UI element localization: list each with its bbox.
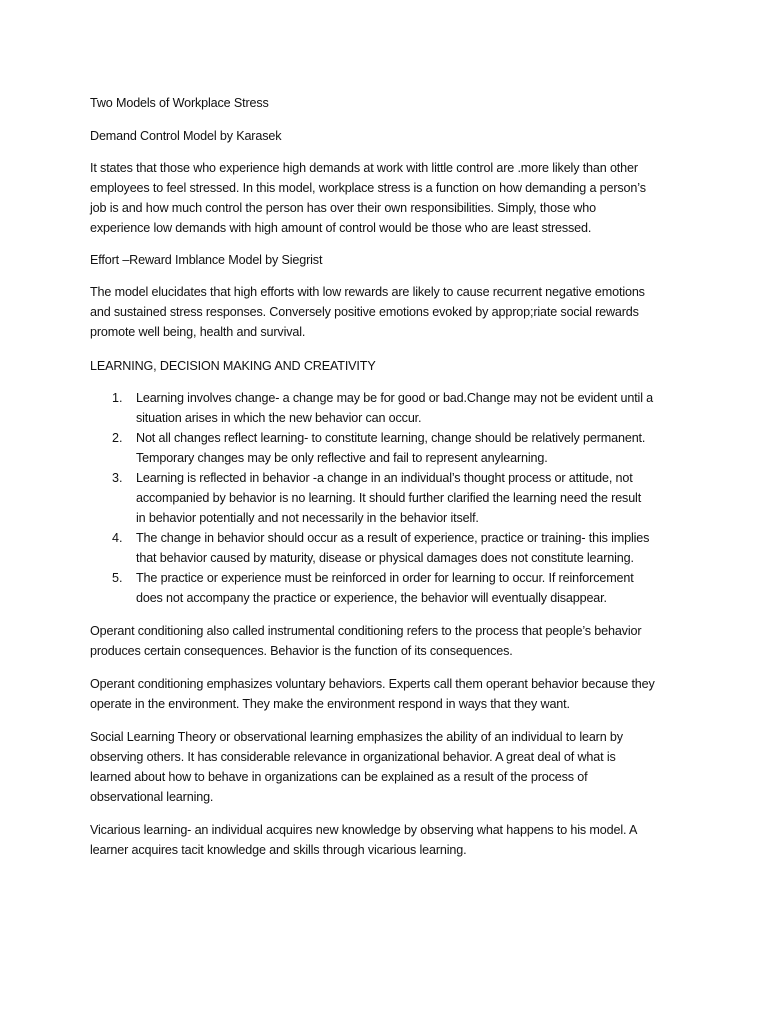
- paragraph-line: operate in the environment. They make the environment respond in ways that they want.: [90, 697, 570, 711]
- section-heading-demand-control: Demand Control Model by Karasek: [90, 129, 282, 143]
- paragraph-line: job is and how much control the person has over their own responsibilities. Simply, those who: [90, 201, 596, 215]
- list-item-line: in behavior potentially and not necessarily in the behavior itself.: [136, 511, 479, 525]
- paragraph-line: learner acquires tacit knowledge and skills through vicarious learning.: [90, 843, 467, 857]
- paragraph-line: Operant conditioning also called instrumental conditioning refers to the process that people’s behavior: [90, 624, 642, 638]
- section-heading-learning: LEARNING, DECISION MAKING AND CREATIVITY: [90, 359, 376, 373]
- list-item-line: The change in behavior should occur as a result of experience, practice or training- this implies: [136, 531, 650, 545]
- paragraph-line: Vicarious learning- an individual acquires new knowledge by observing what happens to his model. A: [90, 823, 638, 837]
- list-item-line: accompanied by behavior is no learning. It should further clarified the learning need the result: [136, 491, 642, 505]
- list-item-line: does not accompany the practice or experience, the behavior will eventually disappear.: [136, 591, 607, 605]
- list-item-line: Learning involves change- a change may be for good or bad.Change may not be evident until a: [136, 391, 654, 405]
- paragraph-line: and sustained stress responses. Conversely positive emotions evoked by approp;riate social rewards: [90, 305, 639, 319]
- paragraph-line: observing others. It has considerable relevance in organizational behavior. A great deal of what is: [90, 750, 616, 764]
- paragraph-line: It states that those who experience high demands at work with little control are .more likely than other: [90, 161, 638, 175]
- list-number: 1.: [112, 391, 123, 405]
- paragraph-line: The model elucidates that high efforts with low rewards are likely to cause recurrent negative emotions: [90, 285, 645, 299]
- list-item-line: Learning is reflected in behavior -a change in an individual’s thought process or attitude, not: [136, 471, 633, 485]
- section-heading-effort-reward: Effort –Reward Imblance Model by Siegrist: [90, 253, 323, 267]
- paragraph-line: Operant conditioning emphasizes voluntary behaviors. Experts call them operant behavior because they: [90, 677, 655, 691]
- list-item-line: Not all changes reflect learning- to constitute learning, change should be relatively permanent.: [136, 431, 646, 445]
- document-title: Two Models of Workplace Stress: [90, 96, 269, 110]
- paragraph-line: promote well being, health and survival.: [90, 325, 306, 339]
- paragraph-line: Social Learning Theory or observational learning emphasizes the ability of an individual to learn by: [90, 730, 623, 744]
- list-item-line: that behavior caused by maturity, disease or physical damages does not constitute learning.: [136, 551, 634, 565]
- paragraph-line: produces certain consequences. Behavior is the function of its consequences.: [90, 644, 513, 658]
- list-item-line: Temporary changes may be only reflective and fail to represent anylearning.: [136, 451, 548, 465]
- list-number: 3.: [112, 471, 123, 485]
- paragraph-line: observational learning.: [90, 790, 214, 804]
- list-number: 2.: [112, 431, 123, 445]
- paragraph-line: employees to feel stressed. In this model, workplace stress is a function on how demanding a person’s: [90, 181, 646, 195]
- list-item-line: The practice or experience must be reinforced in order for learning to occur. If reinforcement: [136, 571, 634, 585]
- paragraph-line: learned about how to behave in organizations can be explained as a result of the process of: [90, 770, 588, 784]
- list-number: 5.: [112, 571, 123, 585]
- list-item-line: situation arises in which the new behavior can occur.: [136, 411, 422, 425]
- paragraph-line: experience low demands with high amount of control would be those who are least stressed.: [90, 221, 592, 235]
- list-number: 4.: [112, 531, 123, 545]
